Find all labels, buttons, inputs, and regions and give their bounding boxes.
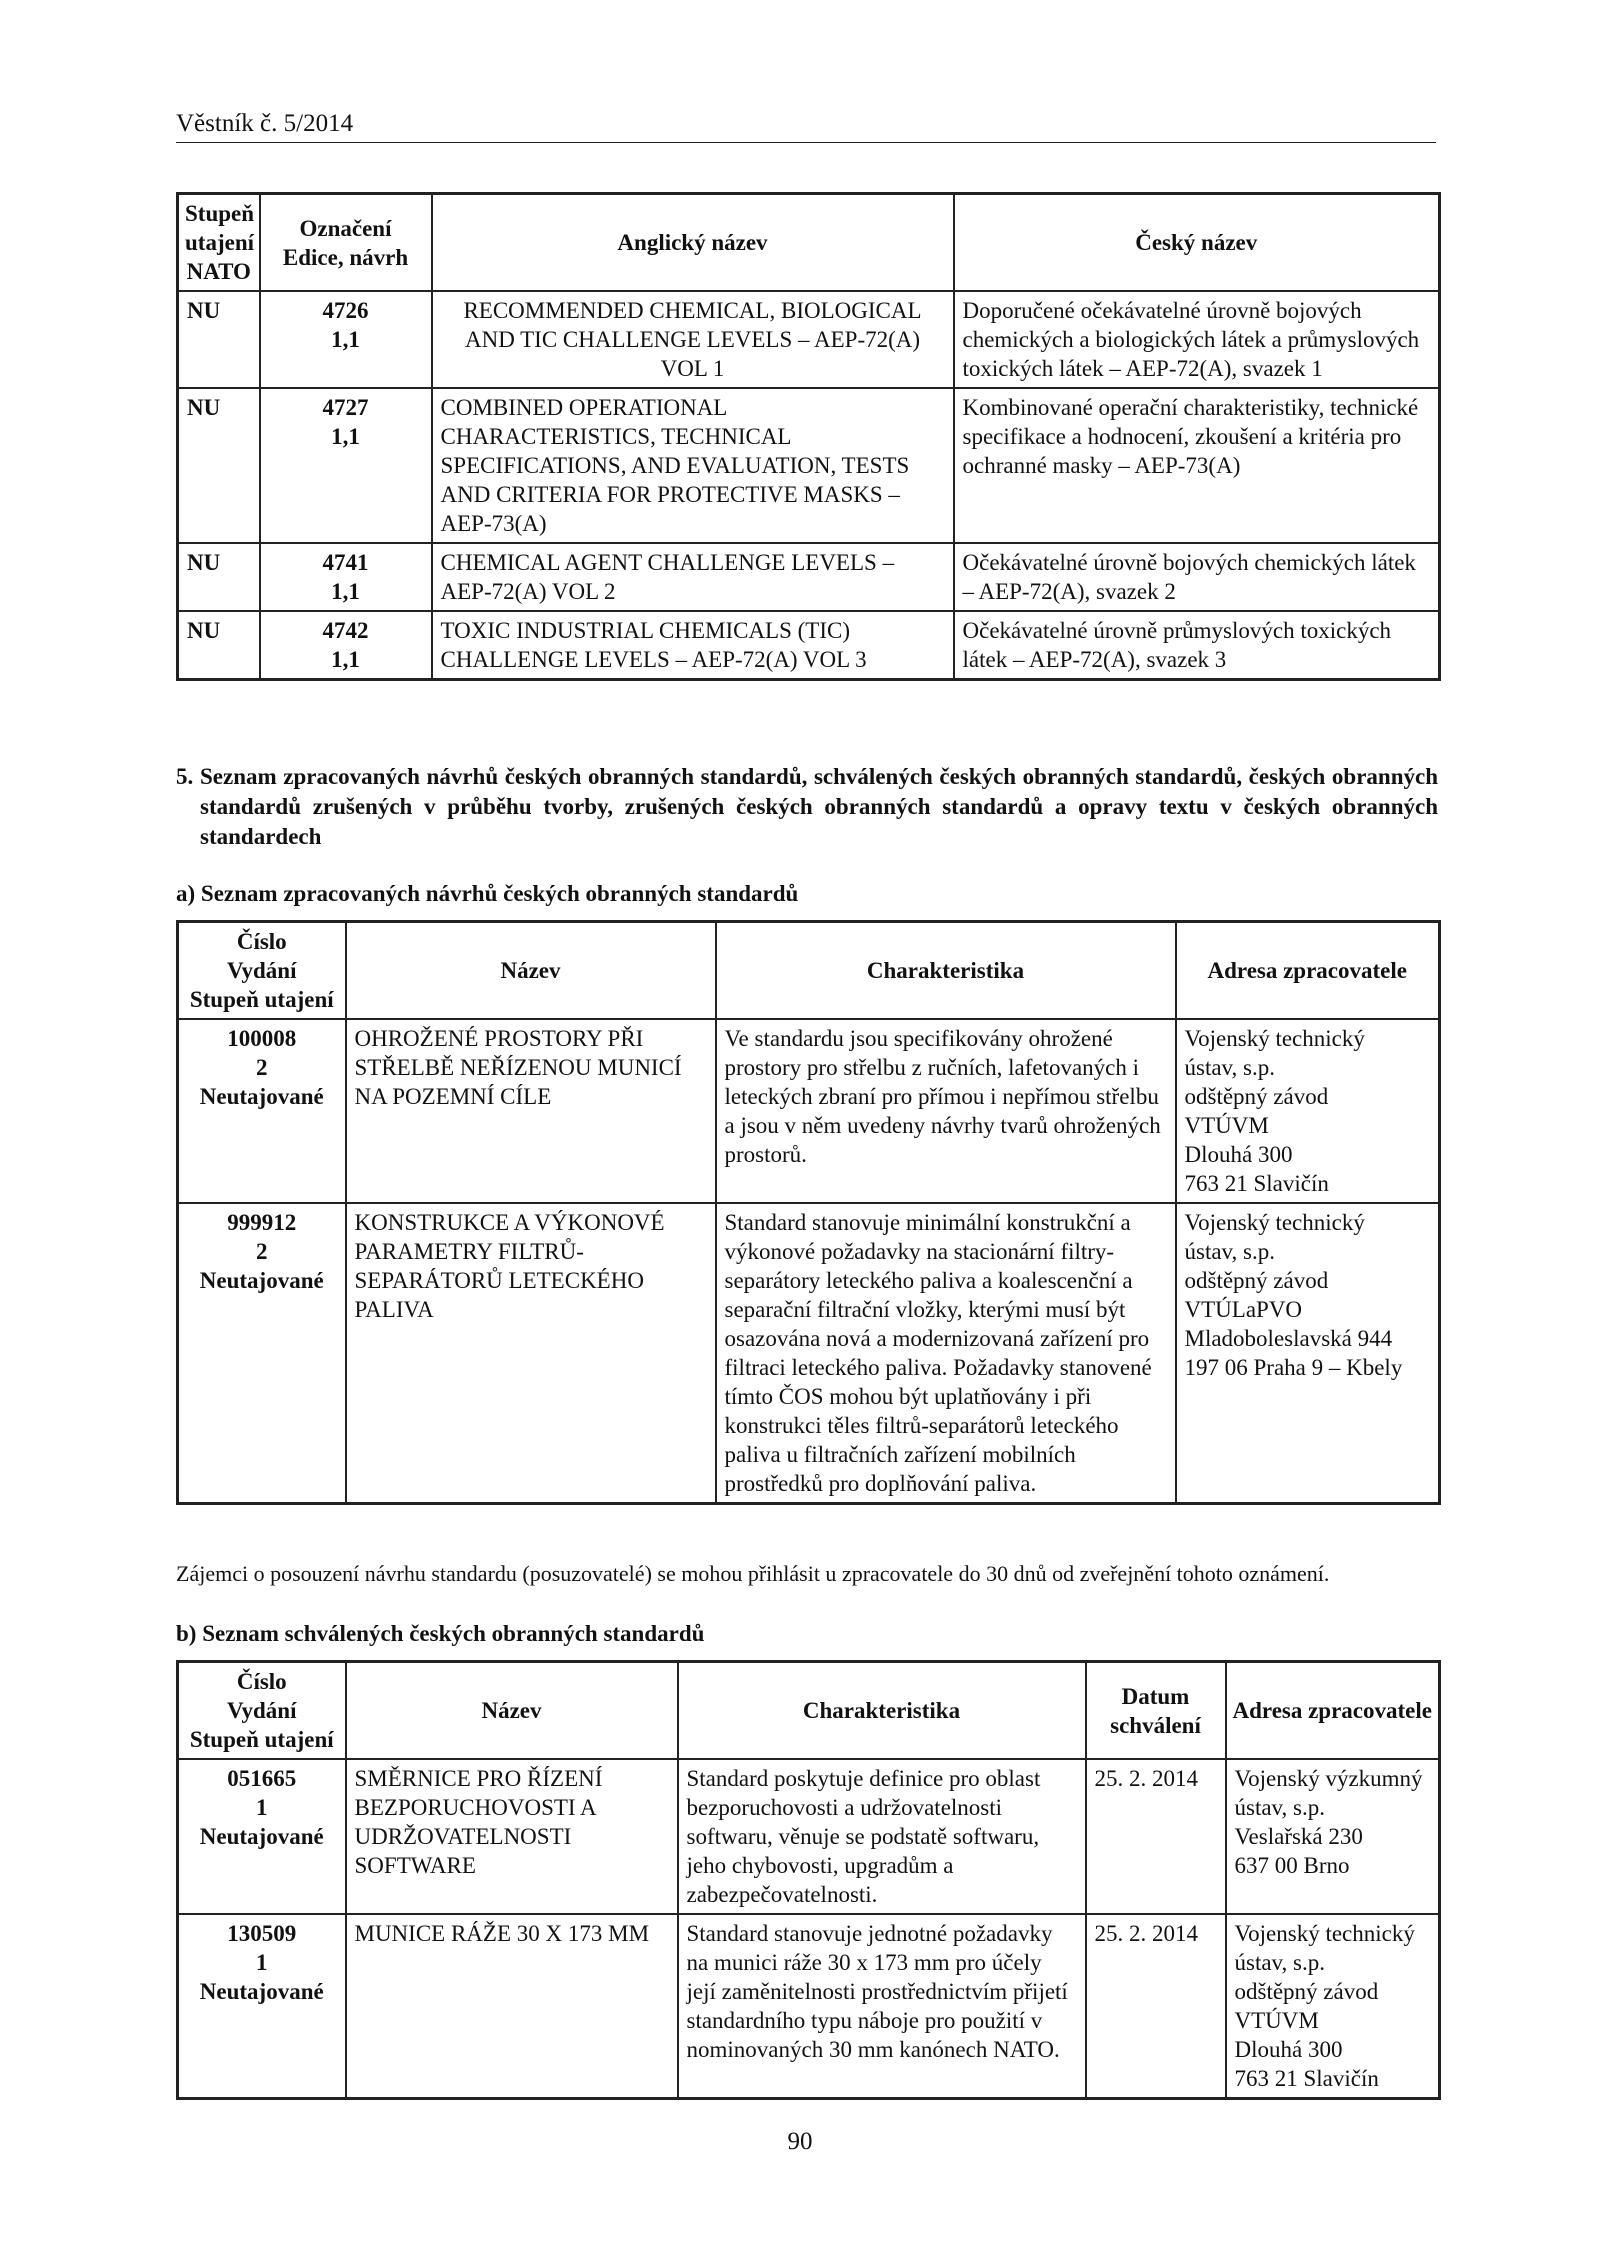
reviewer-note: Zájemci o posouzení návrhu standardu (posuzovatelé) se mohou přihlásit u zpracovatele do 30 dnů od zveřejnění tohoto oznámení. [176, 1561, 1330, 1586]
czech-name-cell: Kombinované operační charakteristiky, technické specifikace a hodnocení, zkoušení a kritéria pro ochranné masky – AEP-73(A) [954, 388, 1440, 543]
table-row [178, 1019, 1440, 1203]
table-row [178, 291, 1440, 388]
column-header: Anglický název [432, 194, 954, 292]
standard-description-cell: Ve standardu jsou specifikovány ohrožené prostory pro střelbu z ručních, lafetovaných i leteckých zbraní pro přímou i nepřímou střelbu a jsou v něm uvedeny návrhy tvarů ohrožených prostorů. [716, 1019, 1176, 1203]
column-header: Adresa zpracovatele [1176, 922, 1440, 1020]
processor-address-cell: Vojenský technický ústav, s.p. odštěpný závod VTÚVM Dlouhá 300 763 21 Slavičín [1226, 1914, 1440, 2099]
designation-cell: 4726 1,1 [260, 291, 432, 388]
column-header: Číslo Vydání Stupeň utajení [178, 1662, 346, 1760]
english-name-cell: TOXIC INDUSTRIAL CHEMICALS (TIC) CHALLENGE LEVELS – AEP-72(A) VOL 3 [432, 611, 954, 680]
standard-id-cell: 999912 2 Neutajované [178, 1203, 346, 1504]
english-name-cell: COMBINED OPERATIONAL CHARACTERISTICS, TECHNICAL SPECIFICATIONS, AND EVALUATION, TESTS AND CRITERIA FOR PROTECTIVE MASKS – AEP-73(A) [432, 388, 954, 543]
section-title: Seznam zpracovaných návrhů českých obranných standardů, schválených českých obranných standardů, českých obranných standardů zrušených v průběhu tvorby, zrušených českých obranných standardů a opravy textu v českých obranných standardech [200, 764, 1438, 849]
standard-id-cell: 100008 2 Neutajované [178, 1019, 346, 1203]
table-row [178, 1203, 1440, 1504]
column-header: Číslo Vydání Stupeň utajení [178, 922, 346, 1020]
standard-id-cell: 130509 1 Neutajované [178, 1914, 346, 2099]
standard-description-cell: Standard stanovuje jednotné požadavky na munici ráže 30 x 173 mm pro účely její zaměnitelnosti prostřednictvím přijetí standardního typu náboje pro použití v nominovaných 30 mm kanónech NATO. [678, 1914, 1086, 2099]
classification-cell: NU [178, 543, 260, 611]
czech-name-cell: Očekávatelné úrovně bojových chemických látek – AEP-72(A), svazek 2 [954, 543, 1440, 611]
processor-address-cell: Vojenský technický ústav, s.p. odštěpný závod VTÚVM Dlouhá 300 763 21 Slavičín [1176, 1019, 1440, 1203]
table-row [178, 1914, 1440, 2099]
standard-name-cell: KONSTRUKCE A VÝKONOVÉ PARAMETRY FILTRŮ-SEPARÁTORŮ LETECKÉHO PALIVA [346, 1203, 716, 1504]
column-header: Stupeň utajení NATO [178, 194, 260, 292]
approval-date-cell: 25. 2. 2014 [1086, 1759, 1226, 1914]
designation-cell: 4727 1,1 [260, 388, 432, 543]
classification-cell: NU [178, 611, 260, 680]
column-header: Datum schválení [1086, 1662, 1226, 1760]
standard-id-cell: 051665 1 Neutajované [178, 1759, 346, 1914]
page-header: Věstník č. 5/2014 [176, 110, 1436, 143]
column-header: Český název [954, 194, 1440, 292]
subsection-a-heading: a) Seznam zpracovaných návrhů českých obranných standardů [176, 881, 799, 906]
draft-standards-table [176, 920, 1441, 1505]
czech-name-cell: Doporučené očekávatelné úrovně bojových chemických a biologických látek a průmyslových toxických látek – AEP-72(A), svazek 1 [954, 291, 1440, 388]
standard-name-cell: MUNICE RÁŽE 30 X 173 MM [346, 1914, 678, 2099]
czech-name-cell: Očekávatelné úrovně průmyslových toxických látek – AEP-72(A), svazek 3 [954, 611, 1440, 680]
section-5-heading [176, 762, 1438, 852]
classification-cell: NU [178, 291, 260, 388]
standard-name-cell: OHROŽENÉ PROSTORY PŘI STŘELBĚ NEŘÍZENOU MUNICÍ NA POZEMNÍ CÍLE [346, 1019, 716, 1203]
section-number: 5. [176, 764, 194, 789]
column-header: Charakteristika [716, 922, 1176, 1020]
standard-description-cell: Standard stanovuje minimální konstrukční a výkonové požadavky na stacionární filtry-separátory leteckého paliva a koalescenční a separační filtrační vložky, kterými musí být osazována nová a modernizovaná zařízení pro filtraci leteckého paliva. Požadavky stanovené tímto ČOS mohou být uplatňovány i při konstrukci těles filtrů-separátorů leteckého paliva u filtračních zařízení mobilních prostředků pro doplňování paliva. [716, 1203, 1176, 1504]
table-row [178, 1759, 1440, 1914]
approval-date-cell: 25. 2. 2014 [1086, 1914, 1226, 2099]
classification-cell: NU [178, 388, 260, 543]
subsection-b-heading: b) Seznam schválených českých obranných standardů [176, 1621, 705, 1646]
designation-cell: 4742 1,1 [260, 611, 432, 680]
nato-standards-table [176, 192, 1441, 681]
table-row [178, 388, 1440, 543]
english-name-cell: RECOMMENDED CHEMICAL, BIOLOGICAL AND TIC CHALLENGE LEVELS – AEP-72(A) VOL 1 [432, 291, 954, 388]
processor-address-cell: Vojenský technický ústav, s.p. odštěpný závod VTÚLaPVO Mladoboleslavská 944 197 06 Praha 9 – Kbely [1176, 1203, 1440, 1504]
standard-description-cell: Standard poskytuje definice pro oblast bezporuchovosti a udržovatelnosti softwaru, věnuje se podstatě softwaru, jeho chybovosti, upgradům a zabezpečovatelnosti. [678, 1759, 1086, 1914]
page-number: 90 [787, 2128, 813, 2155]
column-header: Adresa zpracovatele [1226, 1662, 1440, 1760]
table-row [178, 543, 1440, 611]
approved-standards-table [176, 1660, 1441, 2100]
designation-cell: 4741 1,1 [260, 543, 432, 611]
english-name-cell: CHEMICAL AGENT CHALLENGE LEVELS – AEP-72(A) VOL 2 [432, 543, 954, 611]
column-header: Název [346, 922, 716, 1020]
column-header: Označení Edice, návrh [260, 194, 432, 292]
table-row [178, 611, 1440, 680]
column-header: Název [346, 1662, 678, 1760]
standard-name-cell: SMĚRNICE PRO ŘÍZENÍ BEZPORUCHOVOSTI A UDRŽOVATELNOSTI SOFTWARE [346, 1759, 678, 1914]
processor-address-cell: Vojenský výzkumný ústav, s.p. Veslařská 230 637 00 Brno [1226, 1759, 1440, 1914]
column-header: Charakteristika [678, 1662, 1086, 1760]
